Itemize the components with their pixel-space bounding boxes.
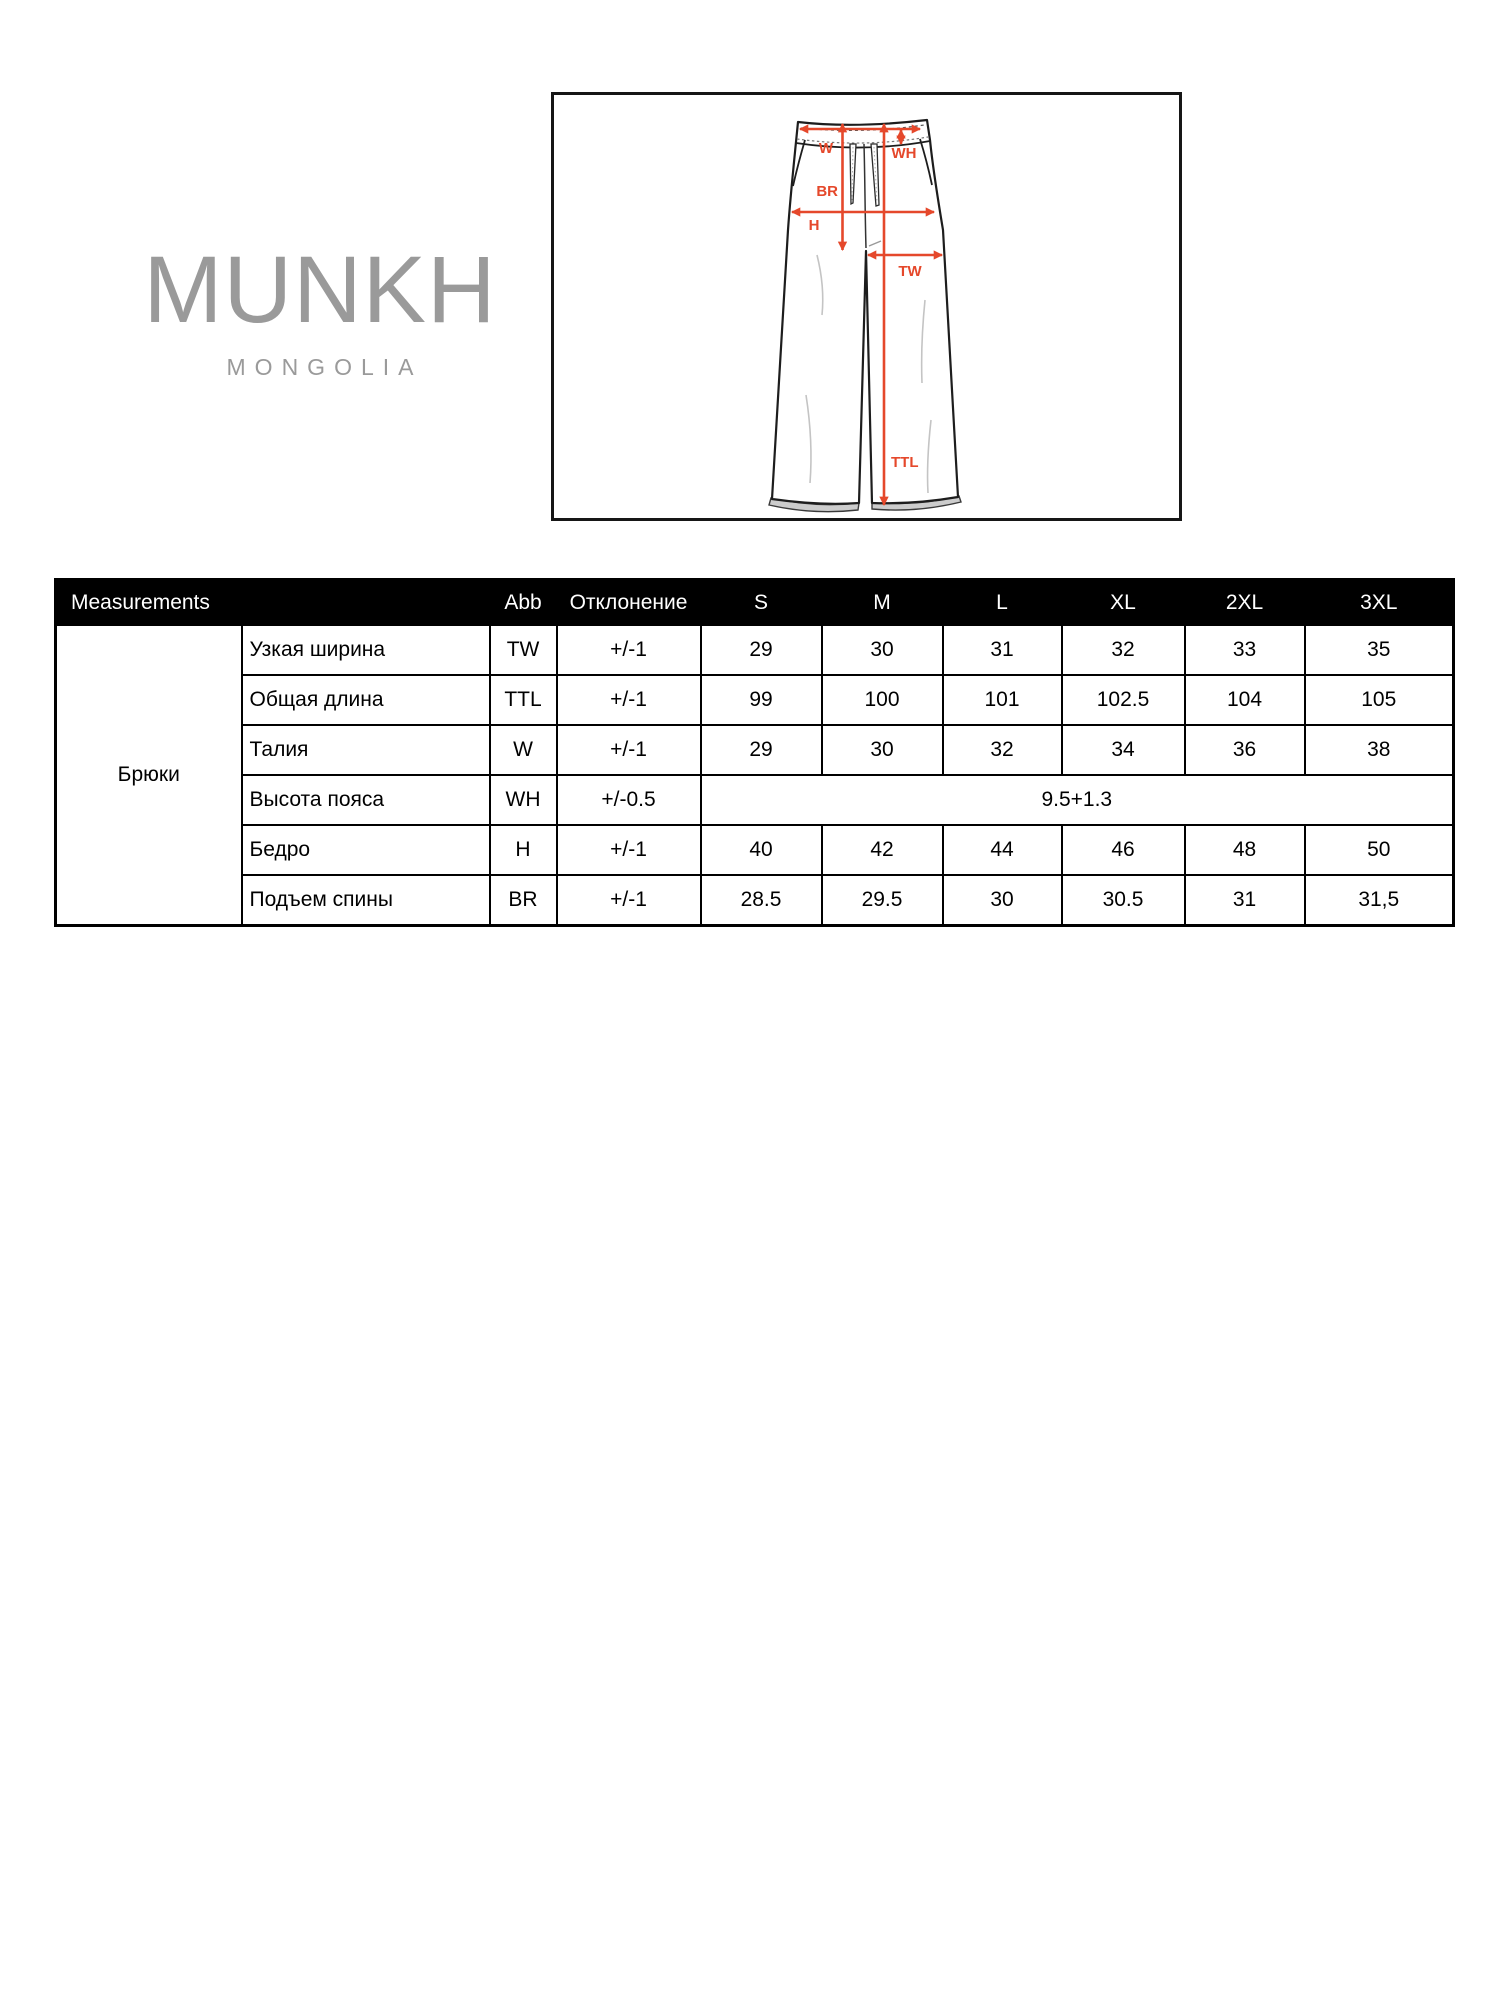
row-label: Общая длина — [242, 675, 490, 725]
pants-technical-drawing — [554, 95, 1179, 518]
value-cell: 46 — [1062, 825, 1185, 875]
value-cell: 33 — [1185, 625, 1305, 675]
table-row — [56, 775, 1454, 825]
value-cell: 99 — [701, 675, 822, 725]
measurements-table — [54, 578, 1455, 927]
abb-cell: TW — [490, 625, 557, 675]
tolerance-cell: +/-1 — [557, 875, 701, 926]
value-cell: 101 — [943, 675, 1062, 725]
value-cell: 29 — [701, 625, 822, 675]
measure-label-wh: WH — [891, 145, 917, 162]
value-cell: 38 — [1305, 725, 1454, 775]
value-cell: 32 — [1062, 625, 1185, 675]
value-cell: 100 — [822, 675, 943, 725]
value-cell: 105 — [1305, 675, 1454, 725]
value-cell: 30 — [943, 875, 1062, 926]
measure-label-w: W — [818, 140, 834, 157]
col-header-size-l: L — [943, 580, 1062, 626]
brand-logo — [132, 237, 508, 381]
col-header-size-m: M — [822, 580, 943, 626]
value-cell: 102.5 — [1062, 675, 1185, 725]
measure-label-br: BR — [816, 183, 838, 200]
col-header-size-xl: XL — [1062, 580, 1185, 626]
value-cell: 35 — [1305, 625, 1454, 675]
table-row — [56, 825, 1454, 875]
value-cell: 31,5 — [1305, 875, 1454, 926]
brand-subtitle: MONGOLIA — [226, 354, 423, 380]
tolerance-cell: +/-0.5 — [557, 775, 701, 825]
merged-value-cell: 9.5+1.3 — [701, 775, 1454, 825]
group-label-cell: Брюки — [56, 625, 242, 926]
col-header-size-3xl: 3XL — [1305, 580, 1454, 626]
tolerance-cell: +/-1 — [557, 725, 701, 775]
col-header-tolerance: Отклонение — [557, 580, 701, 626]
value-cell: 30 — [822, 625, 943, 675]
value-cell: 40 — [701, 825, 822, 875]
abb-cell: TTL — [490, 675, 557, 725]
value-cell: 29.5 — [822, 875, 943, 926]
table-row — [56, 675, 1454, 725]
measure-label-ttl: TTL — [891, 454, 919, 471]
value-cell: 36 — [1185, 725, 1305, 775]
value-cell: 31 — [1185, 875, 1305, 926]
row-label: Узкая ширина — [242, 625, 490, 675]
col-header-abb: Abb — [490, 580, 557, 626]
abb-cell: BR — [490, 875, 557, 926]
abb-cell: H — [490, 825, 557, 875]
value-cell: 42 — [822, 825, 943, 875]
row-label: Подъем спины — [242, 875, 490, 926]
row-label: Талия — [242, 725, 490, 775]
table-row — [56, 625, 1454, 675]
tolerance-cell: +/-1 — [557, 675, 701, 725]
value-cell: 48 — [1185, 825, 1305, 875]
value-cell: 29 — [701, 725, 822, 775]
value-cell: 28.5 — [701, 875, 822, 926]
brand-name: MUNKH — [143, 237, 497, 343]
value-cell: 104 — [1185, 675, 1305, 725]
col-header-size-s: S — [701, 580, 822, 626]
measure-label-h: H — [808, 217, 820, 234]
row-label: Высота пояса — [242, 775, 490, 825]
abb-cell: WH — [490, 775, 557, 825]
value-cell: 31 — [943, 625, 1062, 675]
col-header-measurements: Measurements — [56, 580, 490, 626]
value-cell: 50 — [1305, 825, 1454, 875]
abb-cell: W — [490, 725, 557, 775]
col-header-size-2xl: 2XL — [1185, 580, 1305, 626]
table-header-row — [56, 580, 1454, 626]
tolerance-cell: +/-1 — [557, 825, 701, 875]
tolerance-cell: +/-1 — [557, 625, 701, 675]
table-row — [56, 875, 1454, 926]
value-cell: 44 — [943, 825, 1062, 875]
measure-label-tw: TW — [898, 263, 922, 280]
value-cell: 30 — [822, 725, 943, 775]
row-label: Бедро — [242, 825, 490, 875]
pants-diagram-box — [551, 92, 1182, 521]
value-cell: 30.5 — [1062, 875, 1185, 926]
value-cell: 34 — [1062, 725, 1185, 775]
table-row — [56, 725, 1454, 775]
value-cell: 32 — [943, 725, 1062, 775]
